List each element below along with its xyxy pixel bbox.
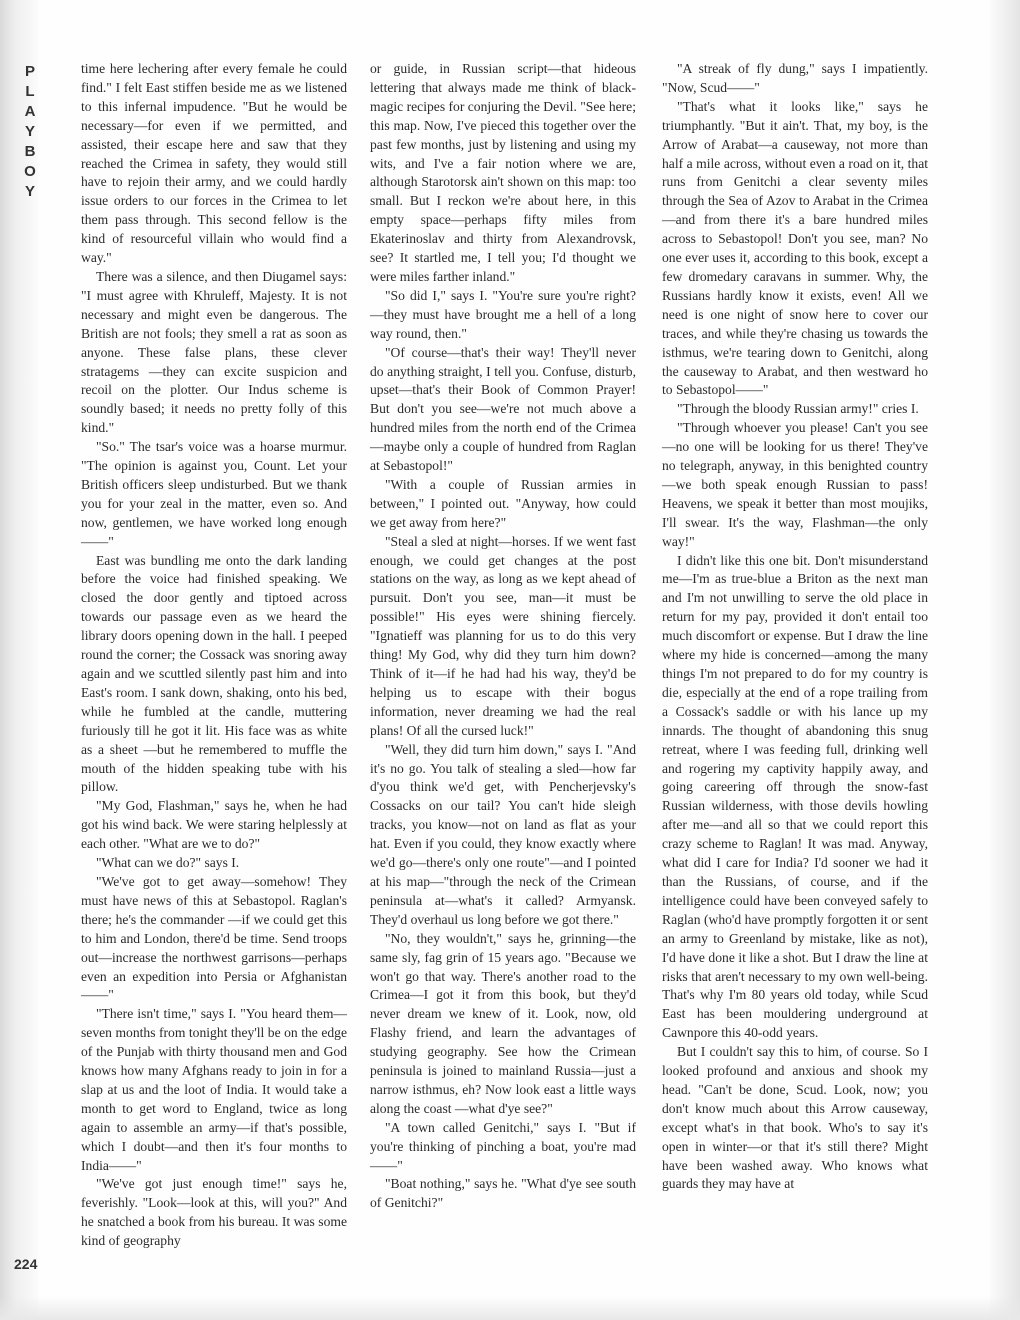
paragraph: "No, they wouldn't," says he, grinning—the same sly, fag grin of 15 years ago. "Because we won't go that way. There's another road to the Crimea—I got it from this book, but they'd never dream we knew of it. Look, now, old Flashy friend, and learn the advantages of studying geography. See how the Crimean peninsula is joined to mainland Russia—just a narrow isthmus, eh? Now look east a little ways along the coast —what d'ye see?" xyxy=(370,930,636,1116)
paragraph: "Of course—that's their way! They'll never do anything straight, I tell you. Confuse, disturb, upset—that's their Book of Common Prayer! But don't you see—we're not much above a hundred miles from the north end of the Crimea—maybe only a couple of hundred from Raglan at Sebastopol!" xyxy=(370,344,636,474)
paragraph: "So." The tsar's voice was a hoarse murmur. "The opinion is against you, Count. Let your British officers sleep undisturbed. But we thank you for your zeal in the matter, even so. And now, gentlemen, we have worked long enough——" xyxy=(81,439,347,549)
magazine-running-head xyxy=(22,62,38,202)
running-head-letter: B xyxy=(24,143,36,160)
text-column-2 xyxy=(370,60,636,1213)
paragraph: "Boat nothing," says he. "What d'ye see south of Genitchi?" xyxy=(370,1176,636,1211)
page-edge-shadow xyxy=(990,0,1020,1320)
paragraph: "What can we do?" says I. xyxy=(96,855,240,871)
paragraph: "With a couple of Russian armies in between," I pointed out. "Anyway, how could we get away from here?" xyxy=(370,476,636,530)
paragraph: time here lechering after every female he could find." I felt East stiffen beside me as we listened to this infernal impudence. "But he would be necessary—for even if we permitted, and assisted, their escape here and saw that they reached the Crimea in safety, they would still have to rejoin their army, and we could hardly issue orders to our forces in the Crimea to let them pass through. This second fellow is the kind of resourceful villain who would find a way." xyxy=(81,61,347,266)
paragraph: I didn't like this one bit. Don't misunderstand me—I'm as true-blue a Briton as the next man and I'm not unwilling to serve the old place in return for my pay, provided it don't entail too much discomfort or expense. But I draw the line where my hide is concerned—among the many things I'm not prepared to do for my country is die, especially at the end of a rope trailing from a Cossack's saddle or with his lance up my innards. The thought of abandoning this snug retreat, where I was feeding full, drinking well and rogering my captivity happily away, and going careering off through the snow-fast Russian wilderness, with those devils howling after me—and all so that we could report this crazy scheme to Raglan! It was mad. Anyway, what did I care for India? I'd sooner we had it than the Russians, of course, and if the intelligence could have been conveyed safely to Raglan (who'd have promptly forgotten it or sent an army to Greenland by mistake, like as not), I'd have done it like a shot. But I draw the line at risks that aren't necessary to my own well-being. That's why I'm 80 years old today, while Scud East has been mouldering underground at Cawnpore this 40-odd years. xyxy=(662,552,928,1041)
paragraph: "A streak of fly dung," says I impatiently. "Now, Scud——" xyxy=(662,61,928,95)
page-number: 224 xyxy=(14,1256,38,1272)
paragraph: "Through whoever you please! Can't you see—no one will be looking for us there! They've no telegraph, anyway, in this benighted country—we both speak enough Russian to pass! Heavens, we speak it better than most moujiks, I'll swear. It's the way, Flashman—the only way!" xyxy=(662,420,928,549)
paragraph: But I couldn't say this to him, of course. So I looked profound and anxious and shook my head. "Can't be done, Scud. Look, now; you don't know much about this Arrow causeway, except what's in that book. Who's to say it's open in winter—or that it's still there? Might have been washed away. Who knows what guards they may have at xyxy=(662,1044,928,1192)
text-column-1 xyxy=(81,60,347,1251)
running-head-letter: Y xyxy=(24,123,35,140)
running-head-letter: P xyxy=(24,63,35,80)
running-head-letter: L xyxy=(25,83,35,100)
paragraph: "We've got just enough time!" says he, feverishly. "Look—look at this, will you?" And he snatched a book from his bureau. It was some kind of geography xyxy=(81,1176,347,1249)
paragraph: "That's what it looks like," says he triumphantly. "But it ain't. That, my boy, is the Arrow of Arabat—a causeway, not more than half a mile across, without even a road on it, that runs from Genitchi a clear seventy miles through the Sea of Azov to Arabat in the Crimea—and from there it's a bare hundred miles across to Sebastopol! Don't you see, man? No one ever uses it, according to this book, except a few dromedary caravans in summer. Why, the Russians hardly know it exists, even! All we need is one night of snow here to cover our traces, and while they're chasing us towards the isthmus, we're tearing down to Genitchi, along the causeway to Arabat, and then westward ho to Sebastopol——" xyxy=(662,98,928,398)
paragraph: "Steal a sled at night—horses. If we went fast enough, we could get changes at the post stations on the way, as long as we kept ahead of pursuit. Don't you see, man—it must be possible!" His eyes were shining fiercely. "Ignatieff was planning for us to do this very thing! My God, why did they turn him down? Think of it—if he had had his way, they'd be helping us to escape with their bogus information, never dreaming we had the real plans! Of all the cursed luck!" xyxy=(370,533,636,738)
running-head-letter: A xyxy=(24,103,36,120)
running-head-letter: Y xyxy=(24,183,35,200)
paragraph: "Through the bloody Russian army!" cries I. xyxy=(677,401,919,417)
page-bottom-shadow xyxy=(0,1296,1020,1320)
paragraph: "There isn't time," says I. "You heard them—seven months from tonight they'll be on the edge of the Punjab with thirty thousand men and God knows how many Afghans ready to join in for a slap at us and the loot of India. It would take a month to get word to England, twice as long again to assemble an army—if that's possible, which I doubt—and then it's four months to India——" xyxy=(81,1006,347,1173)
paragraph: or guide, in Russian script—that hideous lettering that always made me think of black-magic recipes for conjuring the Devil. "See here; this map. Now, I've pieced this together over the past few months, just by listening and using my wits, and I've a fair notion where we are, although Starotorsk ain't shown on this map: too small. But I reckon we're about here, in this empty space—perhaps fifty miles from Ekaterinoslav and thirty from Alexandrovsk, see? It startled me, I tell you; I'd thought we were miles farther inland." xyxy=(370,61,636,284)
running-head-letter: O xyxy=(24,163,36,180)
paragraph: "So did I," says I. "You're sure you're right?—they must have brought me a hell of a long way round, then." xyxy=(370,287,636,341)
paragraph: "Well, they did turn him down," says I. "And it's no go. You talk of stealing a sled—how far d'you think we'd get, with Pencherjevsky's Cossacks on our tail? You can't hide sleigh tracks, you know—not on land as flat as your hat. Even if you could, they know exactly where we'd go—there's only one route"—and I pointed at his map—"through the neck of the Crimean peninsula at—what's it called? Armyansk. They'd overhaul us long before we got there." xyxy=(370,741,636,927)
paragraph: "My God, Flashman," says he, when he had got his wind back. We were staring helplessly at each other. "What are we to do?" xyxy=(81,798,347,852)
paragraph: East was bundling me onto the dark landing before the voice had finished speaking. We closed the door gently and tiptoed across towards our passage even as we heard the library doors opening down in the hall. I peeped round the corner; the Cossack was snoring away again and we scuttled silently past him and into East's room. I sank down, shaking, onto his bed, while he fumbled at the candle, muttering furiously till he got it lit. His face was as white as a sheet —but he remembered to muffle the mouth of the hidden speaking tube with his pillow. xyxy=(81,552,347,795)
text-column-3 xyxy=(662,60,928,1194)
paragraph: There was a silence, and then Diugamel says: "I must agree with Khruleff, Majesty. It is not necessary and might even be dangerous. The British are not fools; they smell a rat as soon as anyone. These false plans, these clever stratagems —they can excite suspicion and recoil on the plotter. Our Indus scheme is soundly based; it needs no pretty folly of this kind." xyxy=(81,268,347,436)
paragraph: "We've got to get away—somehow! They must have news of this at Sebastopol. Raglan's there; he's the commander —if we could get this to him and London, there'd be time. Send troops out—increase the northwest garrisons—perhaps even an expedition into Persia or Afghanistan——" xyxy=(81,873,347,1003)
paragraph: "A town called Genitchi," says I. "But if you're thinking of pinching a boat, you're mad——" xyxy=(370,1119,636,1173)
